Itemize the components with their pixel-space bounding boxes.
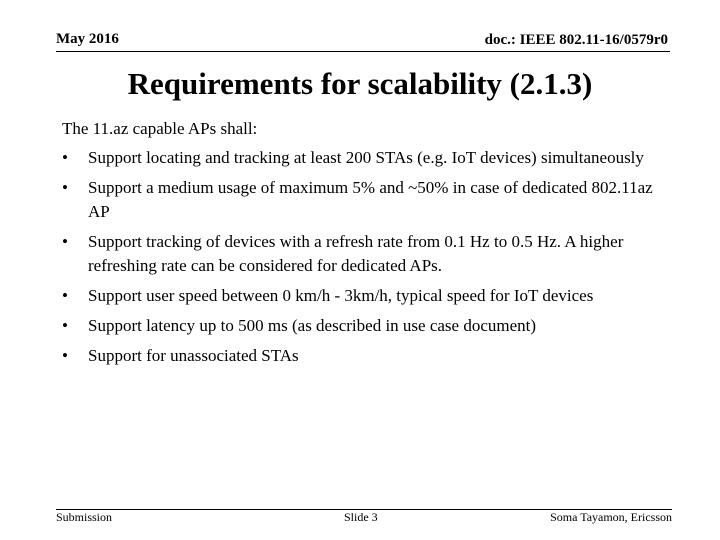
bullet-marker: • [62,316,68,335]
bullet-marker: • [62,178,68,197]
bullet-text: Support a medium usage of maximum 5% and ~50% in case of dedicated 802.11az AP [88,178,653,221]
bullet-marker: • [62,346,68,365]
bullet-text: Support latency up to 500 ms (as described in use case document) [88,316,537,335]
bullet-item [62,344,662,368]
bullet-text: Support for unassociated STAs [88,346,299,365]
bullet-text: Support tracking of devices with a refresh rate from 0.1 Hz to 0.5 Hz. A higher refreshing rate can be considered for dedicated APs. [88,232,624,275]
bullet-item [62,230,662,278]
header-date: May 2016 [56,31,119,47]
bullet-marker: • [62,286,68,305]
intro-text: The 11.az capable APs shall: [62,119,258,138]
bullet-item [62,284,662,308]
bullet-text: Support user speed between 0 km/h - 3km/h, typical speed for IoT devices [88,286,594,305]
header-document-id: doc.: IEEE 802.11-16/0579r0 [484,32,668,48]
bullet-marker: • [62,148,68,167]
header-divider [56,51,670,52]
slide-title: Requirements for scalability (2.1.3) [127,66,593,101]
requirements-list [62,146,662,374]
bullet-item [62,176,662,224]
footer-slide-number: Slide 3 [344,510,378,524]
bullet-marker: • [62,232,68,251]
bullet-item [62,314,662,338]
bullet-item [62,146,662,170]
footer-author: Soma Tayamon, Ericsson [550,510,672,524]
bullet-text: Support locating and tracking at least 200 STAs (e.g. IoT devices) simultaneously [88,148,644,167]
footer-submission: Submission [56,510,113,524]
